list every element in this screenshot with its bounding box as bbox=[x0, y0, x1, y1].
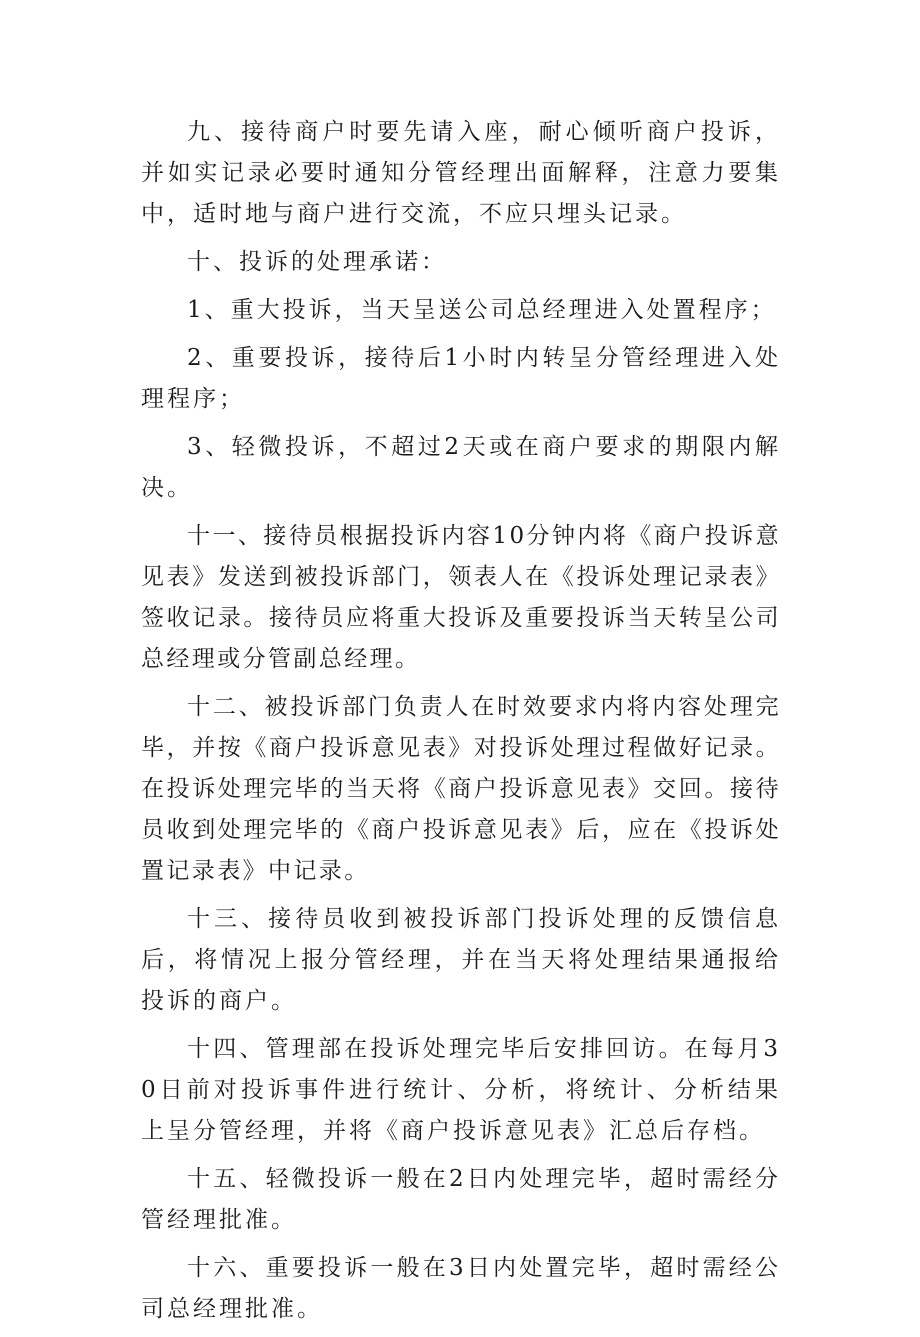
paragraph-item-9: 九、接待商户时要先请入座，耐心倾听商户投诉，并如实记录必要时通知分管经理出面解释，注意力要集中，适时地与商户进行交流，不应只埋头记录。 bbox=[141, 119, 781, 227]
paragraph-item-14: 十四、管理部在投诉处理完毕后安排回访。在每月30日前对投诉事件进行统计、分析，将统计、分析结果上呈分管经理，并将《商户投诉意见表》汇总后存档。 bbox=[141, 1036, 781, 1144]
paragraph-item-10-3: 3、轻微投诉，不超过2天或在商户要求的期限内解决。 bbox=[141, 434, 781, 501]
paragraph-item-16: 十六、重要投诉一般在3日内处置完毕，超时需经公司总经理批准。 bbox=[141, 1255, 781, 1322]
paragraph-item-10-2: 2、重要投诉，接待后1小时内转呈分管经理进入处理程序； bbox=[141, 345, 781, 412]
paragraph-item-15: 十五、轻微投诉一般在2日内处理完毕，超时需经分管经理批准。 bbox=[141, 1166, 781, 1233]
paragraph-item-12: 十二、被投诉部门负责人在时效要求内将内容处理完毕，并按《商户投诉意见表》对投诉处理过程做好记录。在投诉处理完毕的当天将《商户投诉意见表》交回。接待员收到处理完毕的《商户投诉意见表》后，应在《投诉处置记录表》中记录。 bbox=[141, 694, 781, 884]
paragraph-item-10-heading: 十、投诉的处理承诺： bbox=[187, 249, 447, 275]
document-body bbox=[141, 112, 781, 1337]
paragraph-item-11: 十一、接待员根据投诉内容10分钟内将《商户投诉意见表》发送到被投诉部门，领表人在《投诉处理记录表》签收记录。接待员应将重大投诉及重要投诉当天转呈公司总经理或分管副总经理。 bbox=[141, 523, 781, 672]
paragraph-item-10-1: 1、重大投诉，当天呈送公司总经理进入处置程序； bbox=[187, 297, 777, 323]
paragraph-item-13: 十三、接待员收到被投诉部门投诉处理的反馈信息后，将情况上报分管经理，并在当天将处理结果通报给投诉的商户。 bbox=[141, 906, 781, 1014]
